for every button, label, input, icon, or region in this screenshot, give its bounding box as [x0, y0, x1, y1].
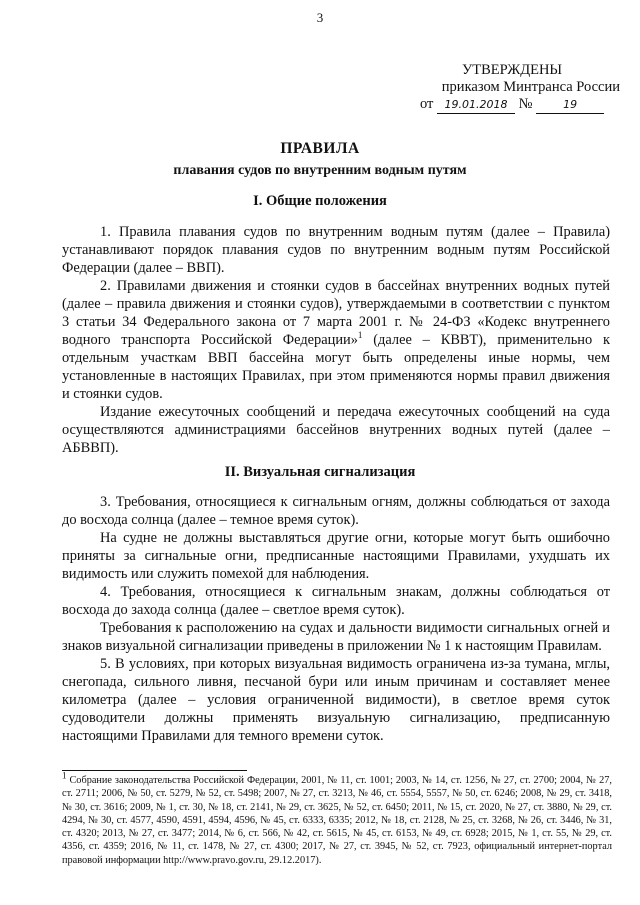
- paragraph-2: [62, 277, 610, 403]
- page-number: 3: [316, 10, 324, 25]
- paragraph-1: 1. Правила плавания судов по внутренним водным путям (далее – Правила) устанавливают порядок плавания судов по внутренним водным путям Российской Федерации (далее – ВВП).: [62, 224, 610, 276]
- approval-title: УТВЕРЖДЕНЫ: [462, 62, 563, 78]
- footnote-mark: 1: [62, 770, 67, 781]
- section-1-body: [62, 223, 610, 457]
- paragraph-2-text-b: (далее – КВВТ), применительно к отдельным участкам ВВП бассейна могут быть определены иные нормы, чем установленные в настоящих Правилах, при этом применяются нормы правил движения и стоянки судов.: [62, 332, 610, 402]
- paragraph-6: 4. Требования, относящиеся к сигнальным знакам, должны соблюдаться от восхода до захода солнца (далее – светлое время суток).: [62, 584, 610, 618]
- document-title: ПРАВИЛА: [280, 140, 360, 157]
- paragraph-5: На судне не должны выставляться другие огни, которые могут быть ошибочно приняты за сигнальные огни, предписанные настоящими Правилами, ухудшать их видимость или служить помехой для наблюдения.: [62, 530, 610, 582]
- section-2-heading: II. Визуальная сигнализация: [224, 464, 416, 480]
- approval-order: приказом Минтранса России: [441, 79, 620, 95]
- approval-from-label: от: [420, 96, 434, 112]
- section-2-body: [62, 493, 610, 745]
- approval-number: 19: [536, 96, 604, 114]
- footnote-text: Собрание законодательства Российской Федерации, 2001, № 11, ст. 1001; 2003, № 14, ст. 1256, № 27, ст. 2700; 2004, № 27, ст. 2711; 2006, № 50, ст. 5279, № 52, ст. 5498; 2007, № 27, ст. 3213, № 46, ст. 5554, 5557, № 50, ст. 6246; 2008, № 29, ст. 3418, № 30, ст. 3616; 2009, № 1, ст. 30, № 18, ст. 2141, № 29, ст. 3625, № 52, ст. 6450; 2011, № 15, ст. 2020, № 27, ст. 3880, № 29, ст. 4294, № 30, ст. 4577, 4590, 4591, 4594, 4596, № 45, ст. 6333, 6335; 2012, № 18, ст. 2128, № 25, ст. 3268, № 26, ст. 3446, № 31, ст. 4320; 2013, № 27, ст. 3477; 2014, № 6, ст. 566, № 42, ст. 5615, № 45, ст. 6153, № 49, ст. 6928; 2015, № 1, ст. 55, № 29, ст. 4356, ст. 4359; 2016, № 11, ст. 1478, № 27, ст. 4300; 2017, № 27, ст. 3945, № 52, ст. 7923, официальный интернет-портал правовой информации http://www.pravo.gov.ru, 29.12.2017).: [62, 775, 613, 866]
- approval-date-line: [420, 96, 620, 114]
- approval-number-label: №: [518, 96, 533, 112]
- approval-stamp: [420, 62, 620, 114]
- paragraph-2-text-a: 2. Правилами движения и стоянки судов в бассейнах внутренних водных путей (далее – правила движения и стоянки судов), утверждаемыми в соответствии с пунктом 3 статьи 34 Федерального закона от 7 марта 2001 г. № 24-ФЗ «Кодекс внутреннего водного транспорта Российской Федерации»: [62, 278, 610, 348]
- document-subtitle: плавания судов по внутренним водным путям: [173, 163, 467, 178]
- footnote-divider: [62, 770, 247, 771]
- paragraph-4: 3. Требования, относящиеся к сигнальным огням, должны соблюдаться от захода до восхода солнца (далее – темное время суток).: [62, 494, 610, 528]
- approval-date: 19.01.2018: [437, 96, 515, 114]
- paragraph-7: Требования к расположению на судах и дальности видимости сигнальных огней и знаков визуальной сигнализации приведены в приложении № 1 к настоящим Правилам.: [62, 620, 610, 654]
- footnote: [62, 770, 613, 867]
- footnote-ref: 1: [357, 330, 363, 341]
- paragraph-3: Издание ежесуточных сообщений и передача ежесуточных сообщений на суда осуществляются администрациями бассейнов внутренних водных путей (далее – АБВВП).: [62, 404, 610, 456]
- section-1-heading: I. Общие положения: [253, 193, 387, 209]
- paragraph-8: 5. В условиях, при которых визуальная видимость ограничена из-за тумана, мглы, снегопада, сильного ливня, песчаной бури или иным причинам и составляет менее километра (далее – условия ограниченной видимости), в светлое время суток судоводители должны применять визуальную сигнализацию, предписанную настоящими Правилами для темного времени суток.: [62, 656, 610, 744]
